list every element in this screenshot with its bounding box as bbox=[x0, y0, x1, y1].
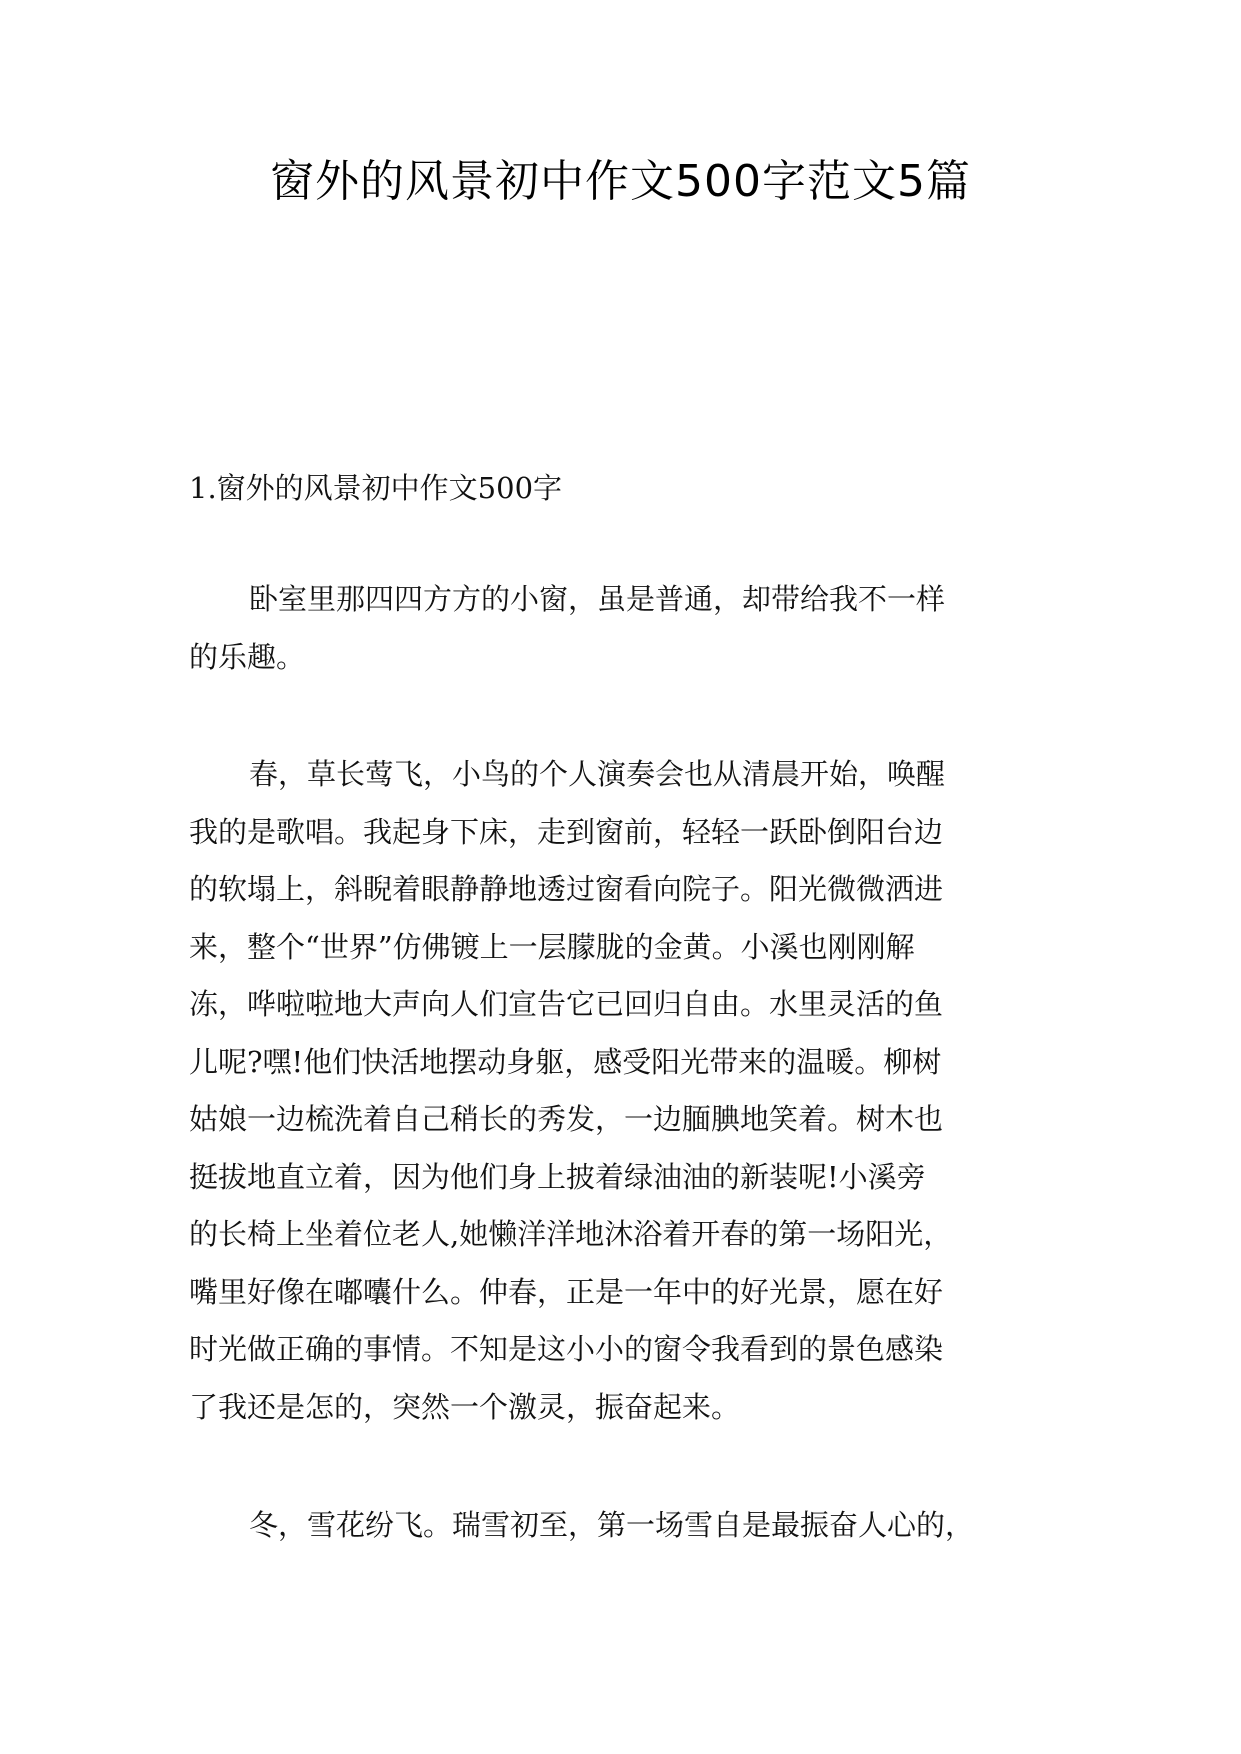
paragraph-line: 春，草长莺飞，小鸟的个人演奏会也从清晨开始，唤醒 bbox=[249, 757, 946, 791]
paragraph-line: 冬，雪花纷飞。瑞雪初至，第一场雪自是最振奋人心的， bbox=[249, 1508, 975, 1542]
paragraph-line: 时光做正确的事情。不知是这小小的窗令我看到的景色感染 bbox=[189, 1332, 944, 1366]
paragraph-line: 挺拔地直立着，因为他们身上披着绿油油的新装呢!小溪旁 bbox=[189, 1159, 926, 1194]
paragraph-line: 嘴里好像在嘟囔什么。仲春，正是一年中的好光景，愿在好 bbox=[189, 1274, 944, 1309]
document-title: 窗外的风景初中作文500字范文5篇 bbox=[270, 156, 971, 207]
paragraph-line: 的长椅上坐着位老人,她懒洋洋地沐浴着开春的第一场阳光， bbox=[189, 1217, 953, 1251]
section-heading: 1.窗外的风景初中作文500字 bbox=[189, 471, 563, 505]
paragraph-line: 姑娘一边梳洗着自己稍长的秀发，一边腼腆地笑着。树木也 bbox=[189, 1102, 944, 1136]
paragraph-line: 的乐趣。 bbox=[189, 639, 306, 674]
paragraph-line: 的软塌上，斜睨着眼静静地透过窗看向院子。阳光微微洒进 bbox=[189, 872, 944, 906]
paragraph-line: 冻，哗啦啦地大声向人们宣告它已回归自由。水里灵活的鱼 bbox=[189, 987, 944, 1021]
paragraph-line: 了我还是怎的，突然一个激灵，振奋起来。 bbox=[189, 1389, 741, 1424]
paragraph-line: 卧室里那四四方方的小窗，虽是普通，却带给我不一样 bbox=[249, 582, 946, 616]
paragraph-line: 来，整个“世界”仿佛镀上一层朦胧的金黄。小溪也刚刚解 bbox=[189, 929, 915, 964]
paragraph-line: 儿呢?嘿!他们快活地摆动身躯，感受阳光带来的温暖。柳树 bbox=[189, 1044, 942, 1079]
paragraph-intro bbox=[189, 571, 1049, 686]
paragraph-winter bbox=[189, 1497, 1049, 1555]
paragraph-spring bbox=[189, 746, 1049, 1436]
paragraph-line: 我的是歌唱。我起身下床，走到窗前，轻轻一跃卧倒阳台边 bbox=[189, 814, 944, 849]
